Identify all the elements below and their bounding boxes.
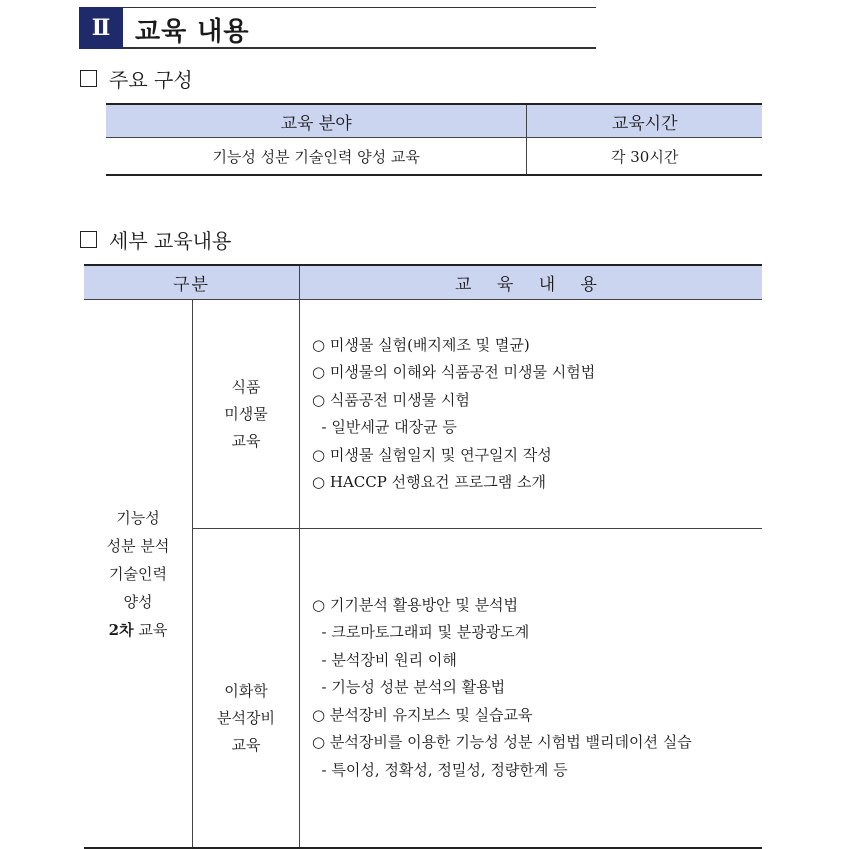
header-category: 구분 <box>84 265 300 300</box>
heading-rule-top <box>123 7 596 8</box>
content-item: ○ 분석장비 유지보스 및 실습교육 <box>312 705 533 724</box>
category-line: 양성 <box>123 592 153 611</box>
category-line <box>84 616 192 644</box>
subsection-detail-content <box>80 225 231 254</box>
table-header-row <box>84 265 762 300</box>
content-item: ○ 미생물 실험(배지제조 및 멸균) <box>312 335 530 354</box>
subcategory-cell <box>193 300 300 529</box>
content-item: - 특이성, 정확성, 정밀성, 정량한계 등 <box>312 760 568 779</box>
subcategory-line: 이화학 <box>224 681 268 700</box>
section-heading <box>79 7 596 49</box>
category-round: 2차 <box>108 620 134 639</box>
content-item: - 일반세균 대장균 등 <box>312 418 457 436</box>
category-suffix: 교육 <box>133 620 168 639</box>
category-line: 성분 분석 <box>106 536 170 555</box>
header-content: 교 육 내 용 <box>300 265 763 300</box>
category-line: 기능성 <box>116 508 160 527</box>
content-item: - 분석장비 원리 이해 <box>312 650 457 669</box>
subsection-main-composition <box>80 64 193 93</box>
subcategory-cell <box>193 529 300 849</box>
content-item: ○ 미생물의 이해와 식품공전 미생물 시험법 <box>312 363 596 381</box>
heading-rule-bottom <box>123 47 596 49</box>
content-item: ○ 분석장비를 이용한 기능성 성분 시험법 밸리데이션 실습 <box>312 733 692 752</box>
subcategory-line: 식품 <box>231 377 261 396</box>
content-item: ○ HACCP 선행요건 프로그램 소개 <box>312 473 547 491</box>
category-cell <box>84 300 193 849</box>
table-row <box>106 138 762 176</box>
content-item: - 기능성 성분 분석의 활용법 <box>312 678 506 697</box>
table-header-row <box>106 104 762 138</box>
detail-table <box>84 264 762 849</box>
content-item: ○ 식품공전 미생물 시험 <box>312 390 470 409</box>
subcategory-line: 교육 <box>231 735 261 754</box>
section-title: 교육 내용 <box>135 17 250 47</box>
cell-field: 기능성 성분 기술인력 양성 교육 <box>106 138 527 176</box>
summary-table <box>106 103 762 176</box>
content-item: ○ 미생물 실험일지 및 연구일지 작성 <box>312 445 552 464</box>
content-cell <box>300 300 763 529</box>
subsection-title: 세부 교육내용 <box>109 229 232 253</box>
header-hours: 교육시간 <box>527 104 762 138</box>
section-number: Ⅱ <box>79 7 123 49</box>
subcategory-line: 분석장비 <box>217 708 275 727</box>
subcategory-line: 미생물 <box>224 404 268 423</box>
table-row <box>84 300 762 529</box>
subcategory-line: 교육 <box>231 431 261 450</box>
cell-hours: 각 30시간 <box>527 138 762 176</box>
subsection-title: 주요 구성 <box>109 68 193 92</box>
checkbox-square-icon <box>80 231 97 248</box>
content-item: - 크로마토그래피 및 분광광도계 <box>312 623 530 642</box>
content-item: ○ 기기분석 활용방안 및 분석법 <box>312 595 519 614</box>
content-cell <box>300 529 763 849</box>
header-field: 교육 분야 <box>106 104 527 138</box>
category-line: 기술인력 <box>109 564 167 583</box>
checkbox-square-icon <box>80 70 97 87</box>
